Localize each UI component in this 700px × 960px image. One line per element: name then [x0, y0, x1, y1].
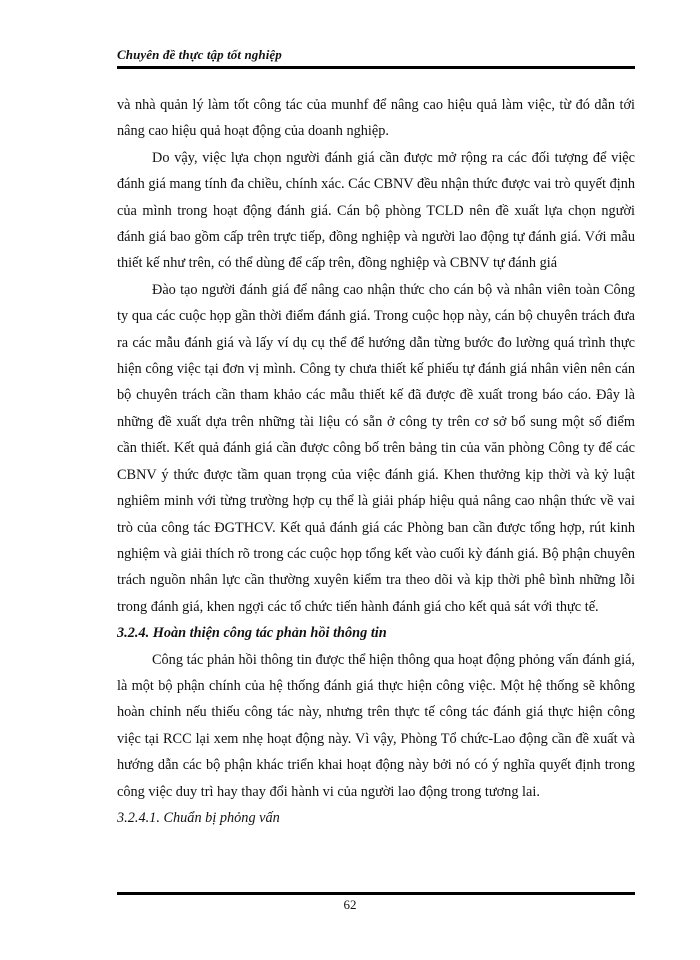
section-heading-3-2-4: 3.2.4. Hoàn thiện công tác phản hồi thông tin [117, 625, 387, 642]
paragraph-evaluator-selection: Do vậy, việc lựa chọn người đánh giá cần được mở rộng ra các đối tượng để việc đánh giá mang tính đa chiều, chính xác. Các CBNV đều nhận thức được vai trò quyết định của mình trong hoạt động đánh giá. Cán bộ phòng TCLD nên đề xuất lựa chọn người đánh giá bao gồm cấp trên trực tiếp, đồng nghiệp và người lao động tự đánh giá. Với mẫu thiết kế như trên, có thể dùng để cấp trên, đồng nghiệp và CBNV tự đánh giá [117, 149, 635, 272]
header-divider [117, 66, 635, 69]
running-header-title: Chuyên đề thực tập tốt nghiệp [117, 47, 282, 62]
paragraph-continuation: và nhà quản lý làm tốt công tác của munhf để nâng cao hiệu quả làm việc, từ đó dẫn tới nâng cao hiệu quả hoạt động của doanh nghiệp. [117, 97, 635, 140]
page-body [117, 92, 635, 831]
page-number: 62 [343, 897, 357, 912]
subsection-heading-3-2-4-1: 3.2.4.1. Chuẩn bị phỏng vấn [117, 809, 280, 826]
footer-divider [117, 892, 635, 895]
paragraph-feedback: Công tác phản hồi thông tin được thể hiện thông qua hoạt động phỏng vấn đánh giá, là một bộ phận chính của hệ thống đánh giá thực hiện công việc. Một hệ thống sẽ không hoàn chỉnh nếu thiếu công tác này, nhưng trên thực tế công tác đánh giá thực hiện công việc tại RCC lại xem nhẹ hoạt động này. Vì vậy, Phòng Tổ chức-Lao động cần đề xuất và hướng dẫn các bộ phận khác triển khai hoạt động này bởi nó có ý nghĩa quyết định trong công việc duy trì hay thay đổi hành vi của người lao động trong tương lai. [117, 651, 635, 800]
paragraph-evaluator-training: Đào tạo người đánh giá để nâng cao nhận thức cho cán bộ và nhân viên toàn Công ty qua các cuộc họp gần thời điểm đánh giá. Trong cuộc họp này, cán bộ chuyên trách đưa ra các mẫu đánh giá và lấy ví dụ cụ thể để hướng dẫn từng bước đo lường quá trình thực hiện công việc tại đơn vị mình. Công ty chưa thiết kế phiếu tự đánh giá nhân viên nên cán bộ chuyên trách cần tham khảo các mẫu thiết kế đã được đề xuất trong báo cáo. Đây là những đề xuất dựa trên những tài liệu có sẵn ở công ty trên cơ sở bổ sung một số điểm cần thiết. Kết quả đánh giá cần được công bố trên bảng tin của văn phòng Công ty để các CBNV ý thức được tầm quan trọng của việc đánh giá. Khen thưởng kịp thời và kỷ luật nghiêm minh với từng trường hợp cụ thể là giải pháp hiệu quả nâng cao nhận thức về vai trò của công tác ĐGTHCV. Kết quả đánh giá các Phòng ban cần được tổng hợp, rút kinh nghiệm và giải thích rõ trong các cuộc họp tổng kết vào cuối kỳ đánh giá. Bộ phận chuyên trách nguồn nhân lực cần thường xuyên kiểm tra theo dõi và kịp thời phê bình những lỗi trong đánh giá, khen ngợi các tổ chức tiến hành đánh giá cho kết quả sát với thực tế. [117, 281, 635, 615]
